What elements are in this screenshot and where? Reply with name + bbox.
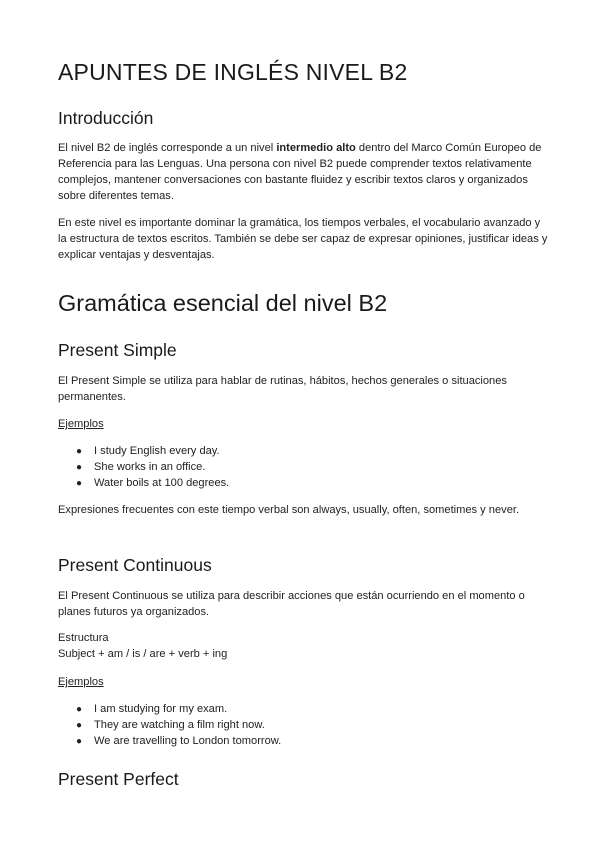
list-item — [58, 476, 548, 492]
list-item — [58, 444, 548, 460]
intro-p1-text-start: El nivel B2 de inglés corresponde a un nivel — [58, 142, 277, 154]
list-item-text: Water boils at 100 degrees. — [94, 476, 230, 489]
list-item — [58, 702, 548, 718]
list-item-text: We are travelling to London tomorrow. — [94, 734, 282, 747]
bullet-icon: ● — [76, 446, 83, 457]
list-item-text: I am studying for my exam. — [94, 703, 228, 715]
present-simple-examples-list — [58, 444, 548, 492]
intro-p1-bold: intermedio alto — [276, 142, 356, 154]
bullet-icon: ● — [76, 735, 83, 747]
subheading-present-perfect: Present Perfect — [58, 769, 179, 789]
list-item-text: She works in an office. — [94, 460, 206, 473]
list-item-text: I study English every day. — [94, 445, 220, 457]
list-item — [58, 460, 548, 476]
present-simple-expressions: Expresiones frecuentes con este tiempo verbal son always, usually, often, sometimes y never. — [58, 504, 520, 516]
list-item-text: They are watching a film right now. — [94, 718, 265, 731]
bullet-icon: ● — [76, 461, 83, 473]
present-continuous-examples-label: Ejemplos — [58, 676, 104, 688]
subheading-present-simple: Present Simple — [58, 340, 177, 360]
structure-formula: Subject + am / is / are + verb + ing — [58, 648, 228, 660]
intro-paragraph-1 — [58, 141, 548, 205]
section-heading-introduccion: Introducción — [58, 108, 154, 128]
bullet-icon: ● — [76, 719, 83, 731]
document-title: APUNTES DE INGLÉS NIVEL B2 — [58, 59, 408, 85]
bullet-icon: ● — [76, 704, 83, 715]
subheading-present-continuous: Present Continuous — [58, 555, 212, 575]
intro-p1-text-end: dentro del Marco Común Europeo de Referencia para las Lenguas. Una persona con nivel B2 puede comprender textos relativamente complejos, mantener conversaciones con bastante fluidez y escribir textos claros y organizados sobre diferentes temas. — [58, 142, 542, 202]
present-simple-examples-label: Ejemplos — [58, 418, 104, 430]
present-continuous-examples-list — [58, 702, 548, 750]
bullet-icon: ● — [76, 477, 83, 489]
present-continuous-description: El Present Continuous se utiliza para describir acciones que están ocurriendo en el momento o planes futuros ya organizados. — [58, 590, 525, 618]
list-item — [58, 718, 548, 734]
present-simple-description: El Present Simple se utiliza para hablar de rutinas, hábitos, hechos generales o situaciones permanentes. — [58, 375, 507, 403]
intro-paragraph-2: En este nivel es importante dominar la gramática, los tiempos verbales, el vocabulario avanzado y la estructura de textos escritos. También se debe ser capaz de expresar opiniones, justificar ideas y explicar ventajas y desventajas. — [58, 217, 548, 261]
list-item — [58, 734, 548, 750]
section-heading-gramatica: Gramática esencial del nivel B2 — [58, 290, 388, 316]
structure-label: Estructura — [58, 632, 109, 644]
